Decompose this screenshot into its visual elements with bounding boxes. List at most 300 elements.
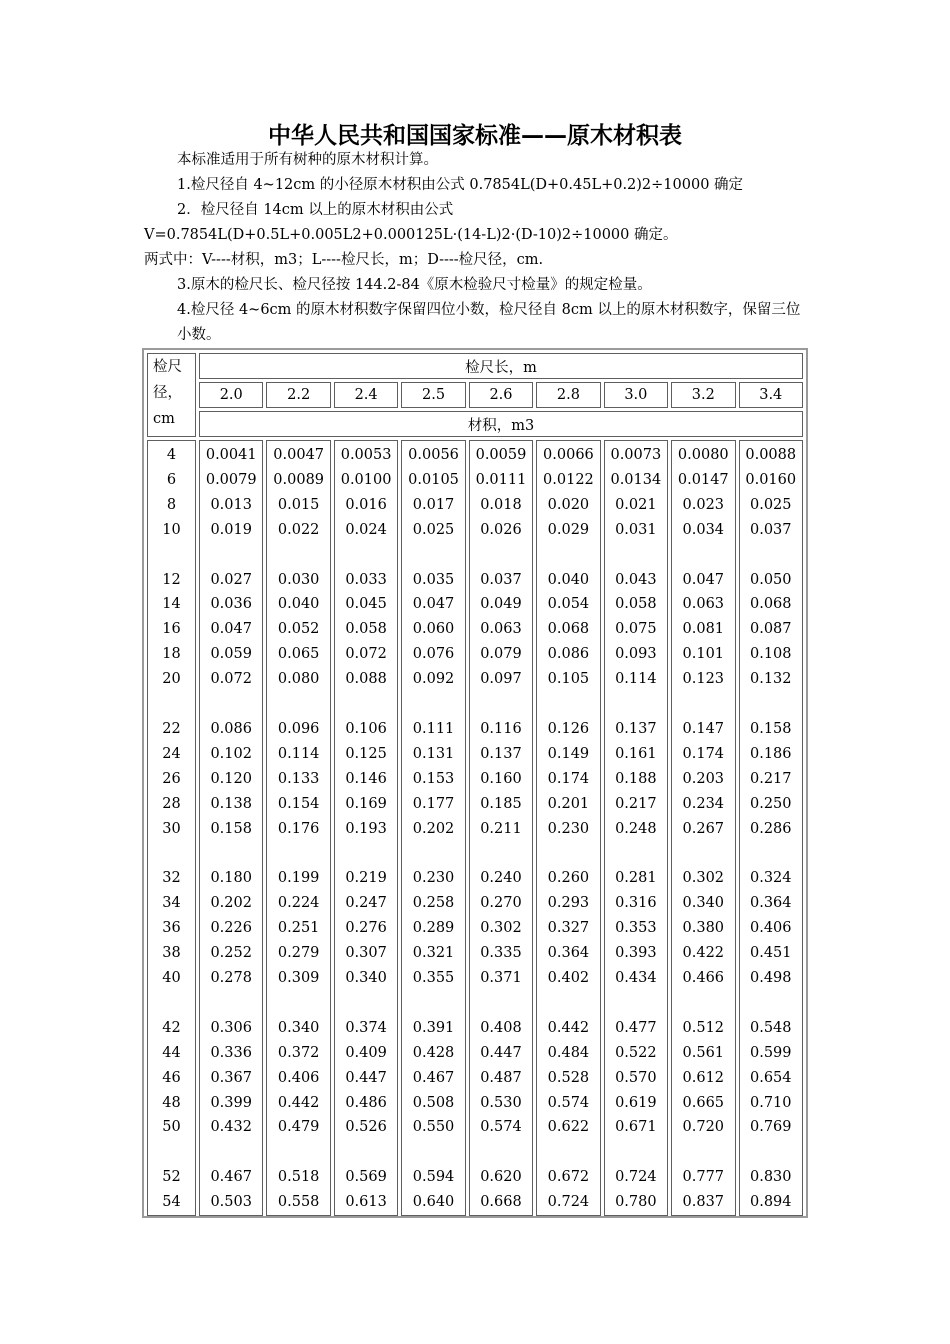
length-row <box>147 382 803 408</box>
volume-value: 0.131 <box>412 745 455 762</box>
volume-value: 0.672 <box>547 1169 590 1186</box>
volume-value: 0.023 <box>682 496 725 513</box>
volume-value: 0.092 <box>412 671 455 688</box>
diameter-value: 22 <box>162 720 181 737</box>
volume-value: 0.114 <box>277 745 320 762</box>
diameter-value: 12 <box>162 571 181 588</box>
diameter-value: 44 <box>162 1044 181 1061</box>
volume-value <box>740 991 803 1016</box>
volume-value <box>605 842 667 867</box>
volume-value: 0.020 <box>547 496 590 513</box>
volume-value: 0.049 <box>480 596 522 613</box>
volume-value: 0.102 <box>210 745 252 762</box>
volume-value: 0.106 <box>345 720 387 737</box>
volume-value: 0.665 <box>682 1094 725 1111</box>
length-header-cell: 2.4 <box>334 382 398 408</box>
volume-value: 0.025 <box>412 521 455 538</box>
volume-value: 0.279 <box>277 945 320 962</box>
volume-value: 0.374 <box>345 1019 387 1036</box>
volume-value: 0.219 <box>345 870 387 887</box>
volume-value <box>672 1140 734 1165</box>
volume-value: 0.0100 <box>340 471 392 488</box>
volume-value <box>537 991 599 1016</box>
volume-value: 0.226 <box>210 920 252 937</box>
volume-value: 0.123 <box>682 671 725 688</box>
volume-value: 0.201 <box>547 795 590 812</box>
volume-value: 0.029 <box>547 521 590 538</box>
volume-value: 0.132 <box>749 671 792 688</box>
volume-value: 0.101 <box>682 646 725 663</box>
volume-value: 0.120 <box>210 770 252 787</box>
volume-value: 0.622 <box>547 1119 590 1136</box>
volume-value: 0.060 <box>412 621 455 638</box>
volume-value: 0.030 <box>277 571 320 588</box>
volume-value: 0.068 <box>547 621 590 638</box>
volume-value: 0.316 <box>615 895 657 912</box>
volume-value: 0.720 <box>682 1119 725 1136</box>
volume-column <box>671 440 735 1216</box>
volume-value: 0.442 <box>547 1019 590 1036</box>
volume-value: 0.399 <box>210 1094 252 1111</box>
volume-value: 0.260 <box>547 870 590 887</box>
volume-table-frame <box>142 348 808 1218</box>
volume-value: 0.613 <box>345 1194 387 1211</box>
volume-value: 0.154 <box>277 795 320 812</box>
diameter-value: 50 <box>162 1119 181 1136</box>
volume-value: 0.258 <box>412 895 455 912</box>
volume-value <box>672 991 734 1016</box>
volume-value <box>605 991 667 1016</box>
volume-value: 0.016 <box>345 496 387 513</box>
volume-value: 0.710 <box>749 1094 792 1111</box>
volume-value: 0.250 <box>749 795 792 812</box>
volume-value <box>402 543 464 568</box>
volume-value: 0.558 <box>277 1194 320 1211</box>
volume-value <box>200 991 262 1016</box>
volume-value <box>672 692 734 717</box>
volume-value: 0.321 <box>412 945 455 962</box>
volume-value: 0.027 <box>210 571 252 588</box>
volume-value: 0.116 <box>480 720 522 737</box>
volume-value: 0.105 <box>547 671 590 688</box>
volume-value: 0.267 <box>682 820 725 837</box>
diameter-value <box>148 842 195 867</box>
volume-value: 0.467 <box>412 1069 455 1086</box>
volume-value: 0.0160 <box>745 471 797 488</box>
volume-value: 0.040 <box>277 596 320 613</box>
volume-value: 0.202 <box>412 820 455 837</box>
volume-value: 0.724 <box>547 1194 590 1211</box>
volume-value: 0.176 <box>277 820 320 837</box>
volume-value <box>740 692 803 717</box>
volume-value: 0.498 <box>749 970 792 987</box>
volume-value: 0.230 <box>412 870 455 887</box>
volume-value: 0.022 <box>277 521 320 538</box>
volume-value: 0.409 <box>345 1044 387 1061</box>
volume-value: 0.033 <box>345 571 387 588</box>
diameter-value: 36 <box>162 920 181 937</box>
length-header-cell: 3.4 <box>739 382 804 408</box>
volume-value: 0.158 <box>210 820 252 837</box>
volume-value: 0.019 <box>210 521 252 538</box>
volume-value: 0.364 <box>749 895 792 912</box>
table-body-row <box>147 440 803 1216</box>
volume-value: 0.199 <box>277 870 320 887</box>
diameter-value <box>148 543 195 568</box>
volume-value: 0.508 <box>412 1094 455 1111</box>
volume-value: 0.278 <box>210 970 252 987</box>
volume-value <box>470 842 532 867</box>
volume-value: 0.072 <box>345 646 387 663</box>
page-title: 中华人民共和国国家标准——原木材积表 <box>268 123 682 149</box>
volume-value <box>740 1140 803 1165</box>
volume-value: 0.302 <box>682 870 725 887</box>
diameter-value: 28 <box>162 795 181 812</box>
diameter-value: 54 <box>162 1194 181 1211</box>
length-header-cell: 2.6 <box>469 382 533 408</box>
volume-value: 0.293 <box>547 895 590 912</box>
rule-large-diameter-text: 2．检尺径自 14cm 以上的原木材积由公式 <box>177 202 454 218</box>
volume-column <box>266 440 330 1216</box>
volume-column <box>199 440 263 1216</box>
volume-value: 0.068 <box>749 596 792 613</box>
diameter-value: 24 <box>162 745 181 762</box>
volume-value: 0.146 <box>345 770 387 787</box>
volume-value: 0.018 <box>480 496 522 513</box>
volume-value: 0.526 <box>345 1119 387 1136</box>
diameter-value: 4 <box>166 447 177 463</box>
volume-value: 0.0147 <box>677 471 729 488</box>
volume-value: 0.372 <box>277 1044 320 1061</box>
volume-value: 0.047 <box>210 621 252 638</box>
volume-value: 0.561 <box>682 1044 725 1061</box>
volume-value <box>267 543 329 568</box>
volume-value: 0.015 <box>277 496 320 513</box>
volume-value: 0.276 <box>345 920 387 937</box>
volume-value: 0.024 <box>345 521 387 538</box>
volume-value: 0.065 <box>277 646 320 663</box>
volume-value: 0.569 <box>345 1169 387 1186</box>
volume-value: 0.324 <box>749 870 792 887</box>
volume-value: 0.149 <box>547 745 590 762</box>
volume-value: 0.036 <box>210 596 252 613</box>
volume-value <box>470 692 532 717</box>
volume-value: 0.230 <box>547 820 590 837</box>
volume-value: 0.097 <box>480 671 522 688</box>
volume-value <box>402 1140 464 1165</box>
volume-value: 0.0056 <box>408 447 459 463</box>
volume-value: 0.570 <box>615 1069 657 1086</box>
volume-value: 0.079 <box>480 646 522 663</box>
diameter-value: 30 <box>162 820 181 837</box>
volume-value: 0.0041 <box>205 447 257 463</box>
volume-value <box>402 991 464 1016</box>
volume-value: 0.654 <box>749 1069 792 1086</box>
volume-value <box>335 543 397 568</box>
volume-column <box>604 440 668 1216</box>
volume-value: 0.174 <box>547 770 590 787</box>
volume-value: 0.467 <box>210 1169 252 1186</box>
volume-value: 0.240 <box>480 870 522 887</box>
length-header-cell: 2.2 <box>266 382 330 408</box>
volume-value: 0.574 <box>547 1094 590 1111</box>
volume-value: 0.619 <box>615 1094 657 1111</box>
diameter-value: 26 <box>162 770 181 787</box>
volume-value: 0.202 <box>210 895 252 912</box>
volume-value: 0.780 <box>615 1194 657 1211</box>
volume-table <box>144 350 806 1219</box>
volume-value: 0.047 <box>682 571 725 588</box>
volume-value <box>200 842 262 867</box>
volume-value: 0.574 <box>480 1119 522 1136</box>
symbol-legend-text: 两式中：V----材积，m3；L----检尺长，m；D----检尺径，cm. <box>144 252 544 268</box>
volume-value: 0.234 <box>682 795 725 812</box>
volume-value: 0.153 <box>412 770 455 787</box>
volume-value <box>267 991 329 1016</box>
volume-value: 0.108 <box>749 646 792 663</box>
diameter-value: 6 <box>166 471 177 488</box>
diameter-value: 14 <box>162 596 181 613</box>
volume-value: 0.612 <box>682 1069 725 1086</box>
volume-value: 0.137 <box>480 745 522 762</box>
volume-value: 0.353 <box>615 920 657 937</box>
volume-value: 0.769 <box>749 1119 792 1136</box>
formula-text: V=0.7854L(D+0.5L+0.005L2+0.000125L·(14-L)2·(D-10)2÷10000 确定。 <box>144 227 678 243</box>
volume-value <box>537 842 599 867</box>
volume-value <box>470 543 532 568</box>
volume-value: 0.072 <box>210 671 252 688</box>
volume-value: 0.251 <box>277 920 320 937</box>
volume-value: 0.355 <box>412 970 455 987</box>
volume-value: 0.336 <box>210 1044 252 1061</box>
volume-value: 0.161 <box>615 745 657 762</box>
volume-value: 0.021 <box>615 496 657 513</box>
volume-value: 0.620 <box>480 1169 522 1186</box>
volume-value: 0.640 <box>412 1194 455 1211</box>
volume-value <box>537 692 599 717</box>
volume-value: 0.894 <box>749 1194 792 1211</box>
volume-value <box>537 1140 599 1165</box>
diameter-value <box>148 991 195 1016</box>
length-header-cell: 2.5 <box>401 382 465 408</box>
volume-value <box>335 842 397 867</box>
volume-value: 0.479 <box>277 1119 320 1136</box>
diameter-value <box>148 692 195 717</box>
volume-value <box>200 692 262 717</box>
volume-value: 0.306 <box>210 1019 252 1036</box>
volume-value <box>740 842 803 867</box>
volume-value: 0.111 <box>412 720 455 737</box>
volume-value: 0.0047 <box>273 447 325 463</box>
volume-value <box>672 842 734 867</box>
diameter-value: 10 <box>162 521 181 538</box>
volume-value: 0.0066 <box>543 447 594 463</box>
volume-value: 0.0079 <box>205 471 257 488</box>
volume-value: 0.177 <box>412 795 455 812</box>
volume-value: 0.503 <box>210 1194 252 1211</box>
volume-value: 0.484 <box>547 1044 590 1061</box>
volume-value <box>470 991 532 1016</box>
volume-value <box>335 991 397 1016</box>
volume-value: 0.512 <box>682 1019 725 1036</box>
measurement-rule-text: 3.原木的检尺长、检尺径按 144.2-84《原木检验尺寸检量》的规定检量。 <box>177 277 652 293</box>
volume-value <box>605 543 667 568</box>
length-header-cell: 2.8 <box>536 382 600 408</box>
volume-value: 0.174 <box>682 745 725 762</box>
volume-value: 0.528 <box>547 1069 590 1086</box>
volume-value: 0.0134 <box>610 471 662 488</box>
volume-value: 0.086 <box>547 646 590 663</box>
decimal-rule-text: 4.检尺径 4~6cm 的原木材积数字保留四位小数，检尺径自 8cm 以上的原木材积数字，保留三位小数。 <box>177 302 801 343</box>
length-header-cell: 3.2 <box>671 382 735 408</box>
volume-header: 材积，m3 <box>199 411 803 437</box>
volume-value: 0.0105 <box>408 471 459 488</box>
volume-value: 0.096 <box>277 720 320 737</box>
volume-value <box>335 692 397 717</box>
volume-value: 0.017 <box>412 496 455 513</box>
volume-value: 0.364 <box>547 945 590 962</box>
volume-value: 0.432 <box>210 1119 252 1136</box>
volume-value: 0.087 <box>749 621 792 638</box>
diameter-value: 38 <box>162 945 181 962</box>
volume-value: 0.289 <box>412 920 455 937</box>
volume-value: 0.058 <box>345 621 387 638</box>
volume-value: 0.422 <box>682 945 725 962</box>
volume-value: 0.486 <box>345 1094 387 1111</box>
intro-scope-text: 本标准适用于所有树种的原木材积计算。 <box>177 152 438 168</box>
volume-value: 0.302 <box>480 920 522 937</box>
volume-value: 0.169 <box>345 795 387 812</box>
volume-value: 0.668 <box>480 1194 522 1211</box>
volume-value <box>605 692 667 717</box>
rule-small-diameter-text: 1.检尺径自 4~12cm 的小径原木材积由公式 0.7854L(D+0.45L+0.2)2÷10000 确定 <box>177 177 744 193</box>
volume-value <box>200 543 262 568</box>
diameter-value: 52 <box>162 1169 181 1186</box>
volume-value <box>605 1140 667 1165</box>
volume-column <box>469 440 533 1216</box>
volume-value: 0.0080 <box>677 447 729 463</box>
diameter-column-header: 检尺径，cm <box>147 353 196 437</box>
volume-value: 0.594 <box>412 1169 455 1186</box>
volume-value <box>200 1140 262 1165</box>
diameter-value: 48 <box>162 1094 181 1111</box>
volume-value: 0.393 <box>615 945 657 962</box>
volume-value: 0.186 <box>749 745 792 762</box>
volume-value: 0.367 <box>210 1069 252 1086</box>
volume-value: 0.830 <box>749 1169 792 1186</box>
volume-value: 0.050 <box>749 571 792 588</box>
volume-value: 0.340 <box>682 895 725 912</box>
volume-value: 0.724 <box>615 1169 657 1186</box>
volume-value: 0.224 <box>277 895 320 912</box>
volume-value: 0.408 <box>480 1019 522 1036</box>
diameter-value: 40 <box>162 970 181 987</box>
volume-value: 0.137 <box>615 720 657 737</box>
volume-value: 0.599 <box>749 1044 792 1061</box>
volume-value: 0.138 <box>210 795 252 812</box>
volume-value: 0.0089 <box>273 471 325 488</box>
volume-value: 0.211 <box>480 820 522 837</box>
volume-value <box>267 1140 329 1165</box>
volume-value: 0.252 <box>210 945 252 962</box>
diameter-value: 46 <box>162 1069 181 1086</box>
volume-column <box>739 440 804 1216</box>
volume-value: 0.428 <box>412 1044 455 1061</box>
volume-column <box>401 440 465 1216</box>
volume-value: 0.158 <box>749 720 792 737</box>
volume-value: 0.522 <box>615 1044 657 1061</box>
volume-value: 0.447 <box>345 1069 387 1086</box>
volume-value: 0.406 <box>749 920 792 937</box>
volume-column <box>334 440 398 1216</box>
volume-value: 0.025 <box>749 496 792 513</box>
volume-value <box>672 543 734 568</box>
length-header-cell: 2.0 <box>199 382 263 408</box>
volume-value: 0.047 <box>412 596 455 613</box>
volume-value: 0.026 <box>480 521 522 538</box>
volume-value: 0.045 <box>345 596 387 613</box>
volume-value <box>470 1140 532 1165</box>
volume-value: 0.203 <box>682 770 725 787</box>
diameter-value: 8 <box>166 496 177 513</box>
volume-value: 0.837 <box>682 1194 725 1211</box>
volume-value: 0.247 <box>345 895 387 912</box>
volume-value: 0.391 <box>412 1019 455 1036</box>
volume-value: 0.0073 <box>610 447 662 463</box>
volume-value <box>335 1140 397 1165</box>
volume-value: 0.081 <box>682 621 725 638</box>
volume-value <box>402 842 464 867</box>
volume-value: 0.076 <box>412 646 455 663</box>
volume-value: 0.125 <box>345 745 387 762</box>
volume-value: 0.147 <box>682 720 725 737</box>
diameter-column <box>147 440 196 1216</box>
volume-value: 0.434 <box>615 970 657 987</box>
volume-value: 0.0088 <box>745 447 797 463</box>
volume-value: 0.088 <box>345 671 387 688</box>
volume-value: 0.075 <box>615 621 657 638</box>
volume-value: 0.777 <box>682 1169 725 1186</box>
diameter-value: 18 <box>162 646 181 663</box>
volume-value: 0.160 <box>480 770 522 787</box>
length-header-cell: 3.0 <box>604 382 668 408</box>
volume-value: 0.340 <box>345 970 387 987</box>
volume-value: 0.447 <box>480 1044 522 1061</box>
volume-value <box>537 543 599 568</box>
volume-value: 0.037 <box>749 521 792 538</box>
volume-value: 0.371 <box>480 970 522 987</box>
volume-value <box>267 692 329 717</box>
volume-value: 0.063 <box>480 621 522 638</box>
volume-value: 0.487 <box>480 1069 522 1086</box>
volume-value: 0.340 <box>277 1019 320 1036</box>
volume-value: 0.052 <box>277 621 320 638</box>
volume-value: 0.086 <box>210 720 252 737</box>
diameter-value: 16 <box>162 621 181 638</box>
volume-value: 0.0053 <box>340 447 392 463</box>
diameter-value: 20 <box>162 671 181 688</box>
volume-value: 0.080 <box>277 671 320 688</box>
length-header: 检尺长，m <box>199 353 803 379</box>
volume-value: 0.093 <box>615 646 657 663</box>
volume-value: 0.188 <box>615 770 657 787</box>
volume-value: 0.402 <box>547 970 590 987</box>
volume-value: 0.309 <box>277 970 320 987</box>
volume-value: 0.248 <box>615 820 657 837</box>
volume-value: 0.477 <box>615 1019 657 1036</box>
volume-value: 0.518 <box>277 1169 320 1186</box>
volume-value: 0.270 <box>480 895 522 912</box>
